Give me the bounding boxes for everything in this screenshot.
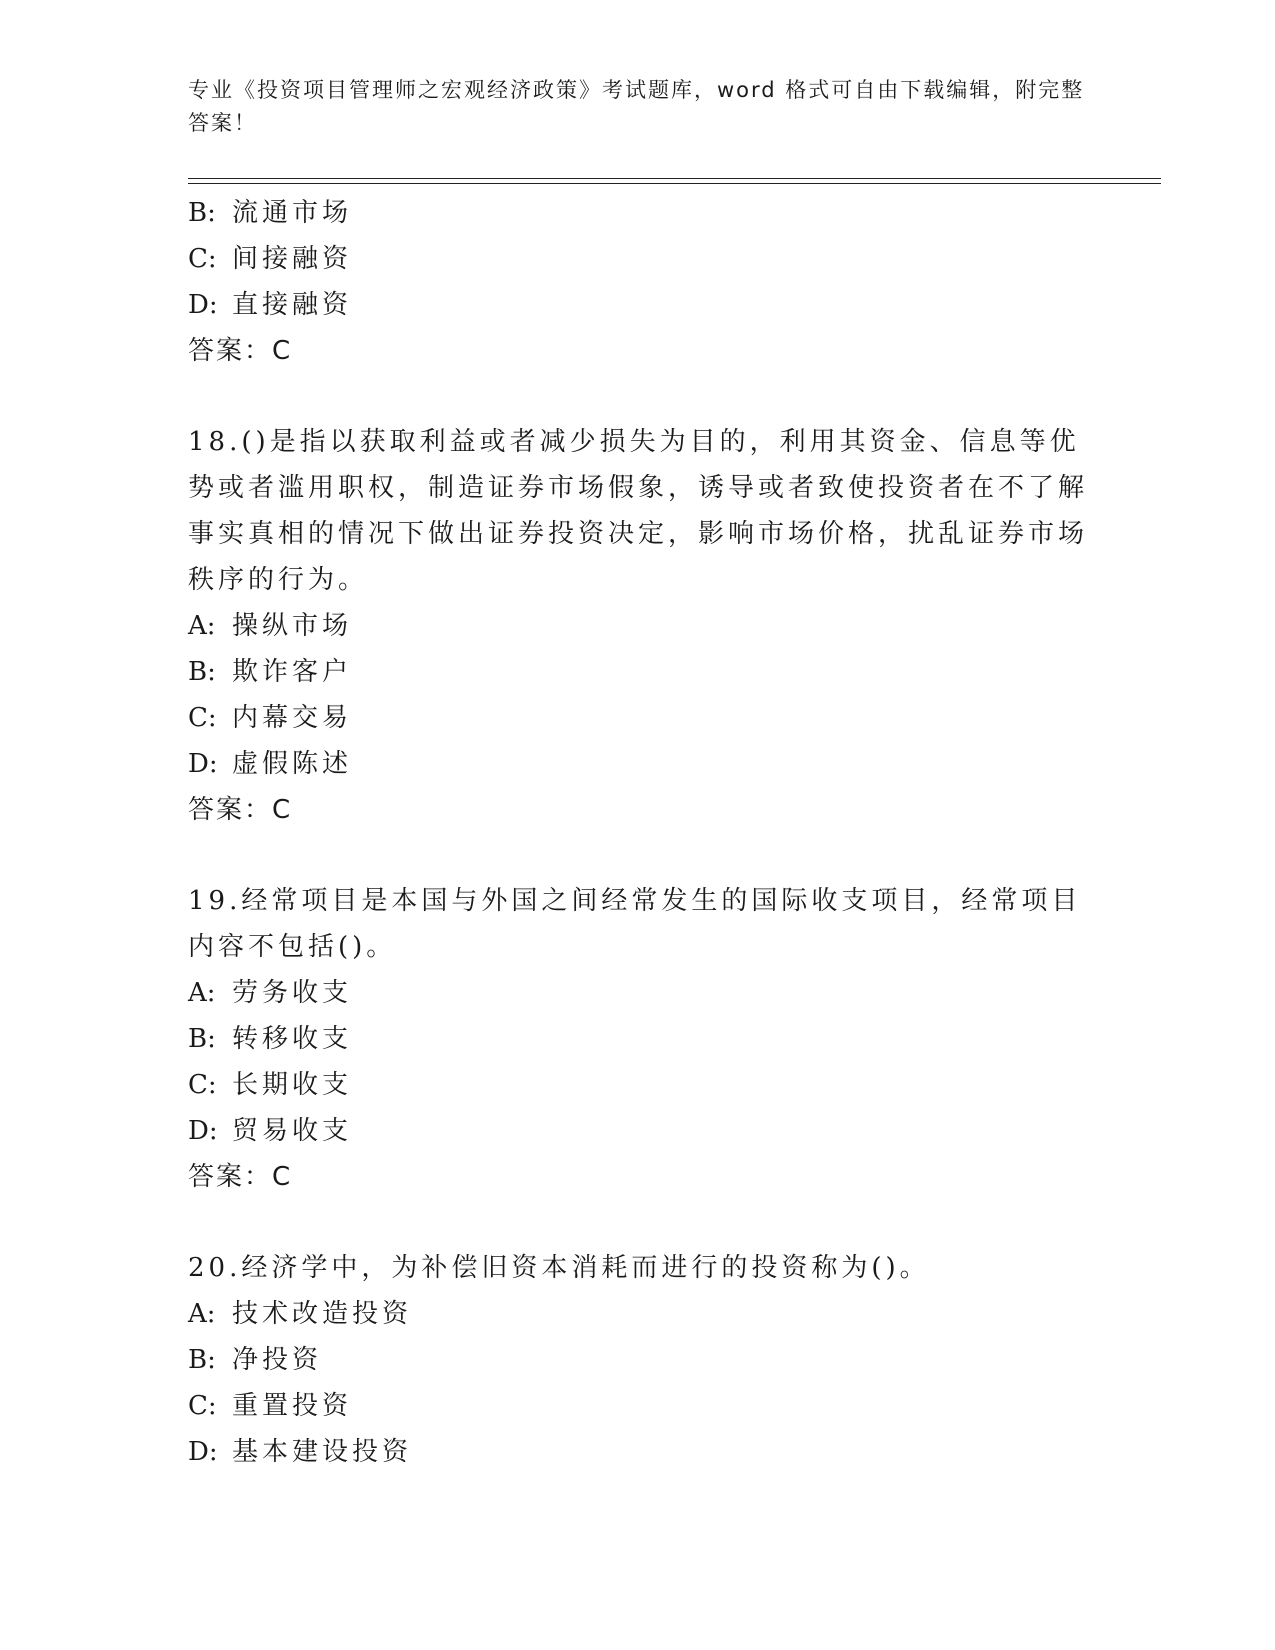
option-a: A: 操纵市场 [188, 611, 353, 641]
option-d: D: 基本建设投资 [188, 1437, 413, 1467]
question-stem: 18.()是指以获取利益或者减少损失为目的，利用其资金、信息等优势或者滥用职权，制造证券市场假象，诱导或者致使投资者在不了解事实真相的情况下做出证券投资决定，影响市场价格，扰乱证券市场秩序的行为。 [188, 427, 1089, 595]
option-b: B: 转移收支 [188, 1024, 353, 1054]
answer-line: 答案：C [188, 1162, 293, 1192]
option-d: D: 直接融资 [188, 290, 353, 320]
header-rule-bottom [188, 183, 1161, 184]
option-c: C: 间接融资 [188, 244, 353, 274]
header-text: 专业《投资项目管理师之宏观经济政策》考试题库，word 格式可自由下载编辑，附完整答案！ [188, 78, 1085, 135]
option-c: C: 重置投资 [188, 1391, 353, 1421]
carry-over-block [188, 190, 1088, 374]
question-content [188, 190, 1088, 1475]
option-b: B: 流通市场 [188, 198, 353, 228]
option-b: B: 净投资 [188, 1345, 323, 1375]
question-stem: 20.经济学中，为补偿旧资本消耗而进行的投资称为()。 [188, 1253, 930, 1283]
option-d: D: 虚假陈述 [188, 749, 353, 779]
option-c: C: 内幕交易 [188, 703, 353, 733]
question-19 [188, 878, 1088, 1200]
question-18 [188, 419, 1088, 833]
answer-line: 答案：C [188, 336, 293, 366]
option-a: A: 技术改造投资 [188, 1299, 413, 1329]
question-20 [188, 1245, 1088, 1475]
option-c: C: 长期收支 [188, 1070, 353, 1100]
option-a: A: 劳务收支 [188, 978, 353, 1008]
document-header [188, 74, 1088, 140]
option-b: B: 欺诈客户 [188, 657, 353, 687]
question-stem: 19.经常项目是本国与外国之间经常发生的国际收支项目，经常项目内容不包括()。 [188, 886, 1082, 962]
header-rule-top [188, 178, 1161, 179]
answer-line: 答案：C [188, 795, 293, 825]
option-d: D: 贸易收支 [188, 1116, 353, 1146]
